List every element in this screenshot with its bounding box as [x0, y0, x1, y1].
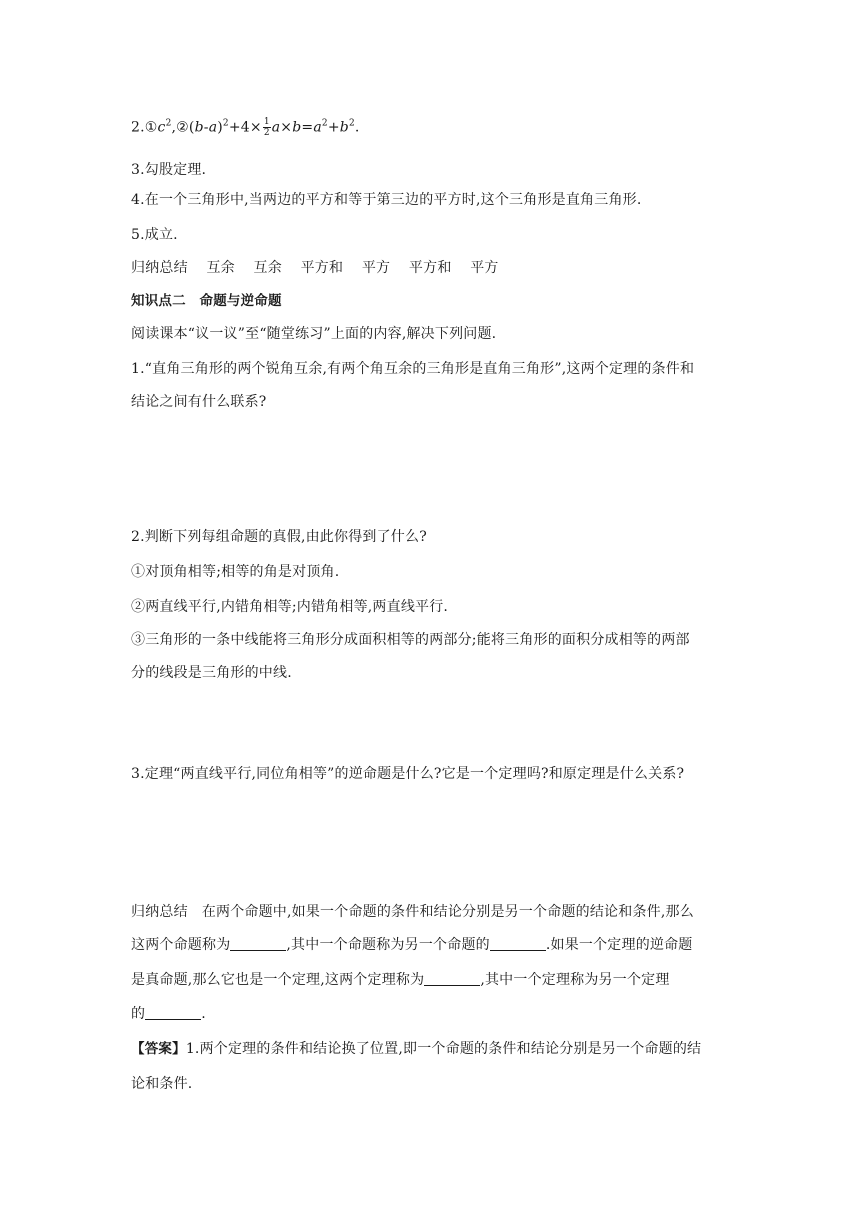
question-2-c-line-1: ③三角形的一条中线能将三角形分成面积相等的两部分;能将三角形的面积分成相等的两部: [131, 632, 690, 648]
question-1-line-2: 结论之间有什么联系?: [131, 394, 267, 410]
answer-line-2: 论和条件.: [131, 1076, 193, 1092]
answer-blank[interactable]: [230, 936, 286, 951]
question-2-c-line-2: 分的线段是三角形的中线.: [131, 665, 292, 681]
answer-tag: 【答案】: [131, 1041, 186, 1057]
answer-blank[interactable]: [490, 936, 546, 951]
summary-2-line-1: 归纳总结 在两个命题中,如果一个命题的条件和结论分别是另一个命题的结论和条件,那么: [131, 904, 694, 920]
summary-2-label: 归纳总结: [131, 904, 188, 920]
summary-1: [131, 258, 499, 278]
summary-1-label: 归纳总结: [131, 260, 188, 276]
summary-1-answer: 平方: [361, 260, 391, 276]
question-2-a: ①对顶角相等;相等的角是对顶角.: [131, 564, 340, 580]
question-2: 2.判断下列每组命题的真假,由此你得到了什么?: [131, 529, 427, 545]
summary-2-line-2: 这两个命题称为 ,其中一个命题称为另一个命题的 .如果一个定理的逆命题: [131, 937, 693, 953]
summary-1-answer: 平方: [470, 260, 499, 276]
answer-line-1: 【答案】1.两个定理的条件和结论换了位置,即一个命题的条件和结论分别是另一个命题的结: [131, 1041, 702, 1057]
question-1-line-1: 1.“直角三角形的两个锐角互余,有两个角互余的三角形是直角三角形”,这两个定理的条件和: [131, 361, 695, 377]
item-3: 3.勾股定理.: [131, 162, 207, 178]
item-2-formula: $2.①c^2,②(b-a)^2+4\times$ $\frac{1}{2}$ $a\times b=a^2+b^2$.: [131, 117, 360, 138]
section-2-title: 知识点二 命题与逆命题: [131, 293, 282, 309]
item-4: 4.在一个三角形中,当两边的平方和等于第三边的平方时,这个三角形是直角三角形.: [131, 192, 642, 208]
section-2-intro: 阅读课本“议一议”至“随堂练习”上面的内容,解决下列问题.: [131, 326, 497, 342]
summary-1-answer: 互余: [206, 260, 235, 276]
item-5: 5.成立.: [131, 227, 178, 243]
answer-blank[interactable]: [424, 971, 480, 986]
summary-1-answer: 平方和: [408, 260, 452, 276]
summary-2-line-4: 的 .: [131, 1006, 206, 1022]
summary-2-line-3: 是真命题,那么它也是一个定理,这两个定理称为 ,其中一个定理称为另一个定理: [131, 972, 670, 988]
summary-1-answer: 平方和: [300, 260, 344, 276]
fraction-one-half: $\frac{1}{2}$: [263, 117, 270, 138]
question-3: 3.定理“两直线平行,同位角相等”的逆命题是什么?它是一个定理吗?和原定理是什么关系?: [131, 766, 685, 782]
answer-blank[interactable]: [145, 1005, 201, 1020]
question-2-b: ②两直线平行,内错角相等;内错角相等,两直线平行.: [131, 599, 449, 615]
summary-1-answer: 互余: [253, 260, 282, 276]
